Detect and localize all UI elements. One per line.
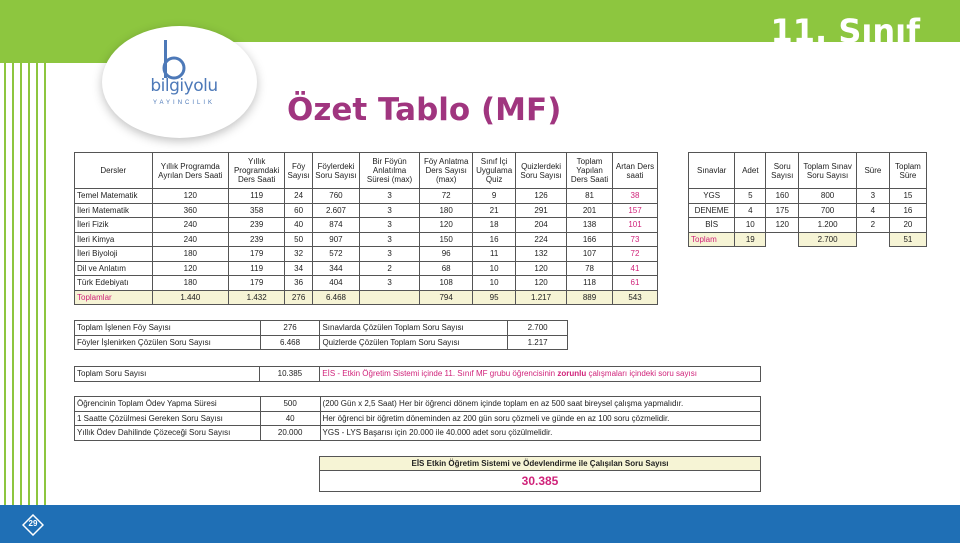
total-question-label: Toplam Soru Sayısı bbox=[75, 367, 260, 382]
column-header: Süre bbox=[856, 153, 889, 189]
info-table-counts bbox=[74, 320, 568, 350]
decor-stripe bbox=[44, 0, 46, 505]
table-cell: 3 bbox=[359, 189, 419, 204]
table-cell: 180 bbox=[152, 247, 229, 262]
table-cell: 20.000 bbox=[260, 426, 320, 441]
table-cell: 240 bbox=[152, 218, 229, 233]
table-cell: 3 bbox=[359, 203, 419, 218]
table-cell: 360 bbox=[152, 203, 229, 218]
table-cell: 2 bbox=[856, 218, 889, 233]
grade-label: 11. Sınıf bbox=[770, 12, 920, 50]
table-row bbox=[75, 218, 658, 233]
table-cell: 3 bbox=[359, 218, 419, 233]
table-row bbox=[75, 276, 658, 291]
exam-table bbox=[688, 152, 927, 247]
total-question-value: 10.385 bbox=[260, 367, 320, 382]
column-header: Sınavlar bbox=[689, 153, 735, 189]
table-cell: 1.217 bbox=[516, 290, 567, 305]
table-cell: 179 bbox=[229, 247, 285, 262]
table-cell: YGS bbox=[689, 189, 735, 204]
table-cell: Her öğrenci bir öğretim döneminden az 200 gün soru çözmeli ve günde en az 100 soru çözmelidir. bbox=[320, 411, 760, 426]
table-header-row bbox=[689, 153, 927, 189]
table-cell: 794 bbox=[420, 290, 473, 305]
table-cell: 166 bbox=[567, 232, 613, 247]
page-number-badge bbox=[22, 514, 44, 536]
table-cell: 291 bbox=[516, 203, 567, 218]
table-cell: 2 bbox=[359, 261, 419, 276]
table-cell: 1.200 bbox=[799, 218, 857, 233]
note-text: çalışmaları içindeki soru sayısı bbox=[586, 369, 697, 379]
table-cell: 3 bbox=[359, 247, 419, 262]
table-total-row bbox=[689, 232, 927, 247]
table-cell: 119 bbox=[229, 189, 285, 204]
table-cell: Temel Matematik bbox=[75, 189, 153, 204]
table-cell: 72 bbox=[420, 189, 473, 204]
table-total-row bbox=[75, 290, 658, 305]
column-header: Soru Sayısı bbox=[766, 153, 799, 189]
table-cell: 150 bbox=[420, 232, 473, 247]
table-cell: DENEME bbox=[689, 203, 735, 218]
table-cell bbox=[359, 290, 419, 305]
table-cell: 120 bbox=[516, 276, 567, 291]
table-row bbox=[75, 189, 658, 204]
column-header: Quizlerdeki Soru Sayısı bbox=[516, 153, 567, 189]
table-cell: 700 bbox=[799, 203, 857, 218]
table-cell: 107 bbox=[567, 247, 613, 262]
column-header: Dersler bbox=[75, 153, 153, 189]
table-cell: 5 bbox=[735, 189, 766, 204]
table-cell: 78 bbox=[567, 261, 613, 276]
table-cell: 96 bbox=[420, 247, 473, 262]
table-cell: Toplam İşlenen Föy Sayısı bbox=[75, 321, 261, 336]
table-cell: 20 bbox=[889, 218, 926, 233]
table-cell: 889 bbox=[567, 290, 613, 305]
table-cell: 120 bbox=[152, 261, 229, 276]
table-cell: 180 bbox=[152, 276, 229, 291]
table-cell: 18 bbox=[473, 218, 516, 233]
table-cell: İleri Matematik bbox=[75, 203, 153, 218]
table-cell: 40 bbox=[285, 218, 313, 233]
table-cell: 120 bbox=[152, 189, 229, 204]
table-row bbox=[75, 367, 761, 382]
table-cell: Föyler İşlenirken Çözülen Soru Sayısı bbox=[75, 335, 261, 350]
table-cell: 50 bbox=[285, 232, 313, 247]
table-cell: 41 bbox=[613, 261, 658, 276]
table-cell: 126 bbox=[516, 189, 567, 204]
column-header: Yıllık Programdaki Ders Saati bbox=[229, 153, 285, 189]
table-cell: 157 bbox=[613, 203, 658, 218]
table-cell: 10 bbox=[735, 218, 766, 233]
table-row bbox=[75, 397, 761, 412]
total-summary-box bbox=[319, 456, 761, 492]
table-cell: 10 bbox=[473, 261, 516, 276]
table-cell: 2.607 bbox=[313, 203, 360, 218]
table-cell: 19 bbox=[735, 232, 766, 247]
table-cell: 15 bbox=[889, 189, 926, 204]
table-cell: Toplam bbox=[689, 232, 735, 247]
table-row bbox=[75, 261, 658, 276]
info-table-homework bbox=[74, 396, 761, 441]
table-cell: 240 bbox=[152, 232, 229, 247]
table-cell: 239 bbox=[229, 218, 285, 233]
table-row bbox=[689, 189, 927, 204]
table-cell: 16 bbox=[473, 232, 516, 247]
table-row bbox=[75, 335, 568, 350]
table-cell: (200 Gün x 2,5 Saat) Her bir öğrenci dönem içinde toplam en az 500 saat bireysel çalışma yapmalıdır. bbox=[320, 397, 760, 412]
table-cell: 6.468 bbox=[260, 335, 320, 350]
table-cell: 543 bbox=[613, 290, 658, 305]
decor-stripe bbox=[20, 0, 22, 505]
column-header: Toplam Yapılan Ders Saati bbox=[567, 153, 613, 189]
table-cell: 4 bbox=[735, 203, 766, 218]
table-cell: Toplamlar bbox=[75, 290, 153, 305]
table-cell: 34 bbox=[285, 261, 313, 276]
table-cell: 224 bbox=[516, 232, 567, 247]
page-title: Özet Tablo (MF) bbox=[287, 92, 562, 128]
table-cell bbox=[766, 232, 799, 247]
column-header: Bir Föyün Anlatılma Süresi (max) bbox=[359, 153, 419, 189]
table-cell: 21 bbox=[473, 203, 516, 218]
table-cell: Yıllık Ödev Dahilinde Çözeceği Soru Sayısı bbox=[75, 426, 261, 441]
table-cell: 179 bbox=[229, 276, 285, 291]
table-row bbox=[75, 203, 658, 218]
table-cell: Türk Edebiyatı bbox=[75, 276, 153, 291]
footer-band bbox=[0, 505, 960, 543]
table-cell: 4 bbox=[856, 203, 889, 218]
table-cell: 1 Saatte Çözülmesi Gereken Soru Sayısı bbox=[75, 411, 261, 426]
table-cell: 1.432 bbox=[229, 290, 285, 305]
column-header: Yıllık Programda Ayrılan Ders Saati bbox=[152, 153, 229, 189]
table-cell: 138 bbox=[567, 218, 613, 233]
table-cell: 60 bbox=[285, 203, 313, 218]
table-cell: 68 bbox=[420, 261, 473, 276]
decor-stripe bbox=[4, 0, 6, 505]
table-cell: 120 bbox=[420, 218, 473, 233]
column-header: Föy Anlatma Ders Sayısı (max) bbox=[420, 153, 473, 189]
table-cell: YGS - LYS Başarısı için 20.000 ile 40.000 adet soru çözülmelidir. bbox=[320, 426, 760, 441]
info-table-total bbox=[74, 366, 761, 382]
table-cell: 344 bbox=[313, 261, 360, 276]
table-cell: 36 bbox=[285, 276, 313, 291]
column-header: Föy Sayısı bbox=[285, 153, 313, 189]
logo-name: bilgiyolu bbox=[150, 76, 218, 96]
table-cell: 24 bbox=[285, 189, 313, 204]
table-cell: 16 bbox=[889, 203, 926, 218]
table-cell: Dil ve Anlatım bbox=[75, 261, 153, 276]
note-text: EİS - Etkin Öğretim Sistemi içinde 11. Sınıf MF grubu öğrencisinin bbox=[322, 369, 558, 379]
table-cell: 572 bbox=[313, 247, 360, 262]
table-cell: 800 bbox=[799, 189, 857, 204]
table-row bbox=[75, 411, 761, 426]
table-cell: 95 bbox=[473, 290, 516, 305]
table-cell: 358 bbox=[229, 203, 285, 218]
table-cell: 40 bbox=[260, 411, 320, 426]
table-cell: 108 bbox=[420, 276, 473, 291]
table-cell: 500 bbox=[260, 397, 320, 412]
table-row bbox=[75, 321, 568, 336]
table-cell: 61 bbox=[613, 276, 658, 291]
table-cell: 1.440 bbox=[152, 290, 229, 305]
table-row bbox=[689, 203, 927, 218]
table-cell: Öğrencinin Toplam Ödev Yapma Süresi bbox=[75, 397, 261, 412]
table-cell: 201 bbox=[567, 203, 613, 218]
column-header: Adet bbox=[735, 153, 766, 189]
table-cell: İleri Kimya bbox=[75, 232, 153, 247]
table-cell: 11 bbox=[473, 247, 516, 262]
table-cell: 10 bbox=[473, 276, 516, 291]
decor-stripe bbox=[36, 0, 38, 505]
table-cell: 120 bbox=[766, 218, 799, 233]
table-row bbox=[689, 218, 927, 233]
table-cell: 3 bbox=[359, 232, 419, 247]
table-cell: 51 bbox=[889, 232, 926, 247]
total-question-note bbox=[320, 367, 761, 382]
table-cell: 6.468 bbox=[313, 290, 360, 305]
table-cell: 118 bbox=[567, 276, 613, 291]
table-cell: 760 bbox=[313, 189, 360, 204]
table-cell bbox=[856, 232, 889, 247]
note-emphasis: zorunlu bbox=[557, 369, 587, 379]
table-row bbox=[75, 426, 761, 441]
table-cell: 1.217 bbox=[508, 335, 568, 350]
table-cell: 907 bbox=[313, 232, 360, 247]
table-cell: 2.700 bbox=[508, 321, 568, 336]
decor-stripe bbox=[12, 0, 14, 505]
table-cell: 120 bbox=[516, 261, 567, 276]
table-cell: 32 bbox=[285, 247, 313, 262]
table-cell: 175 bbox=[766, 203, 799, 218]
table-cell: 874 bbox=[313, 218, 360, 233]
table-cell: 180 bbox=[420, 203, 473, 218]
table-cell: 38 bbox=[613, 189, 658, 204]
table-cell: 160 bbox=[766, 189, 799, 204]
table-cell: Quizlerde Çözülen Toplam Soru Sayısı bbox=[320, 335, 508, 350]
table-cell: 3 bbox=[856, 189, 889, 204]
table-cell: 404 bbox=[313, 276, 360, 291]
table-cell: 3 bbox=[359, 276, 419, 291]
logo-subtitle: YAYINCILIK bbox=[152, 100, 216, 106]
table-cell: 276 bbox=[260, 321, 320, 336]
table-row bbox=[75, 232, 658, 247]
table-cell: 73 bbox=[613, 232, 658, 247]
table-cell: 101 bbox=[613, 218, 658, 233]
table-cell: 204 bbox=[516, 218, 567, 233]
decor-stripe bbox=[28, 0, 30, 505]
table-row bbox=[75, 247, 658, 262]
table-cell: 2.700 bbox=[799, 232, 857, 247]
column-header: Föylerdeki Soru Sayısı bbox=[313, 153, 360, 189]
column-header: Toplam Sınav Soru Sayısı bbox=[799, 153, 857, 189]
column-header: Sınıf İçi Uygulama Quiz bbox=[473, 153, 516, 189]
table-cell: 276 bbox=[285, 290, 313, 305]
summary-value: 30.385 bbox=[521, 474, 559, 488]
table-cell: 81 bbox=[567, 189, 613, 204]
table-cell: Sınavlarda Çözülen Toplam Soru Sayısı bbox=[320, 321, 508, 336]
page-number: 29 bbox=[28, 519, 38, 528]
table-cell: BİS bbox=[689, 218, 735, 233]
table-cell: 119 bbox=[229, 261, 285, 276]
column-header: Toplam Süre bbox=[889, 153, 926, 189]
table-header-row bbox=[75, 153, 658, 189]
table-cell: İleri Biyoloji bbox=[75, 247, 153, 262]
table-cell: 132 bbox=[516, 247, 567, 262]
summary-table bbox=[74, 152, 658, 305]
table-cell: 72 bbox=[613, 247, 658, 262]
table-cell: İleri Fizik bbox=[75, 218, 153, 233]
table-cell: 239 bbox=[229, 232, 285, 247]
column-header: Artan Ders saati bbox=[613, 153, 658, 189]
summary-title: EİS Etkin Öğretim Sistemi ve Ödevlendirme ile Çalışılan Soru Sayısı bbox=[320, 457, 760, 471]
table-cell: 9 bbox=[473, 189, 516, 204]
